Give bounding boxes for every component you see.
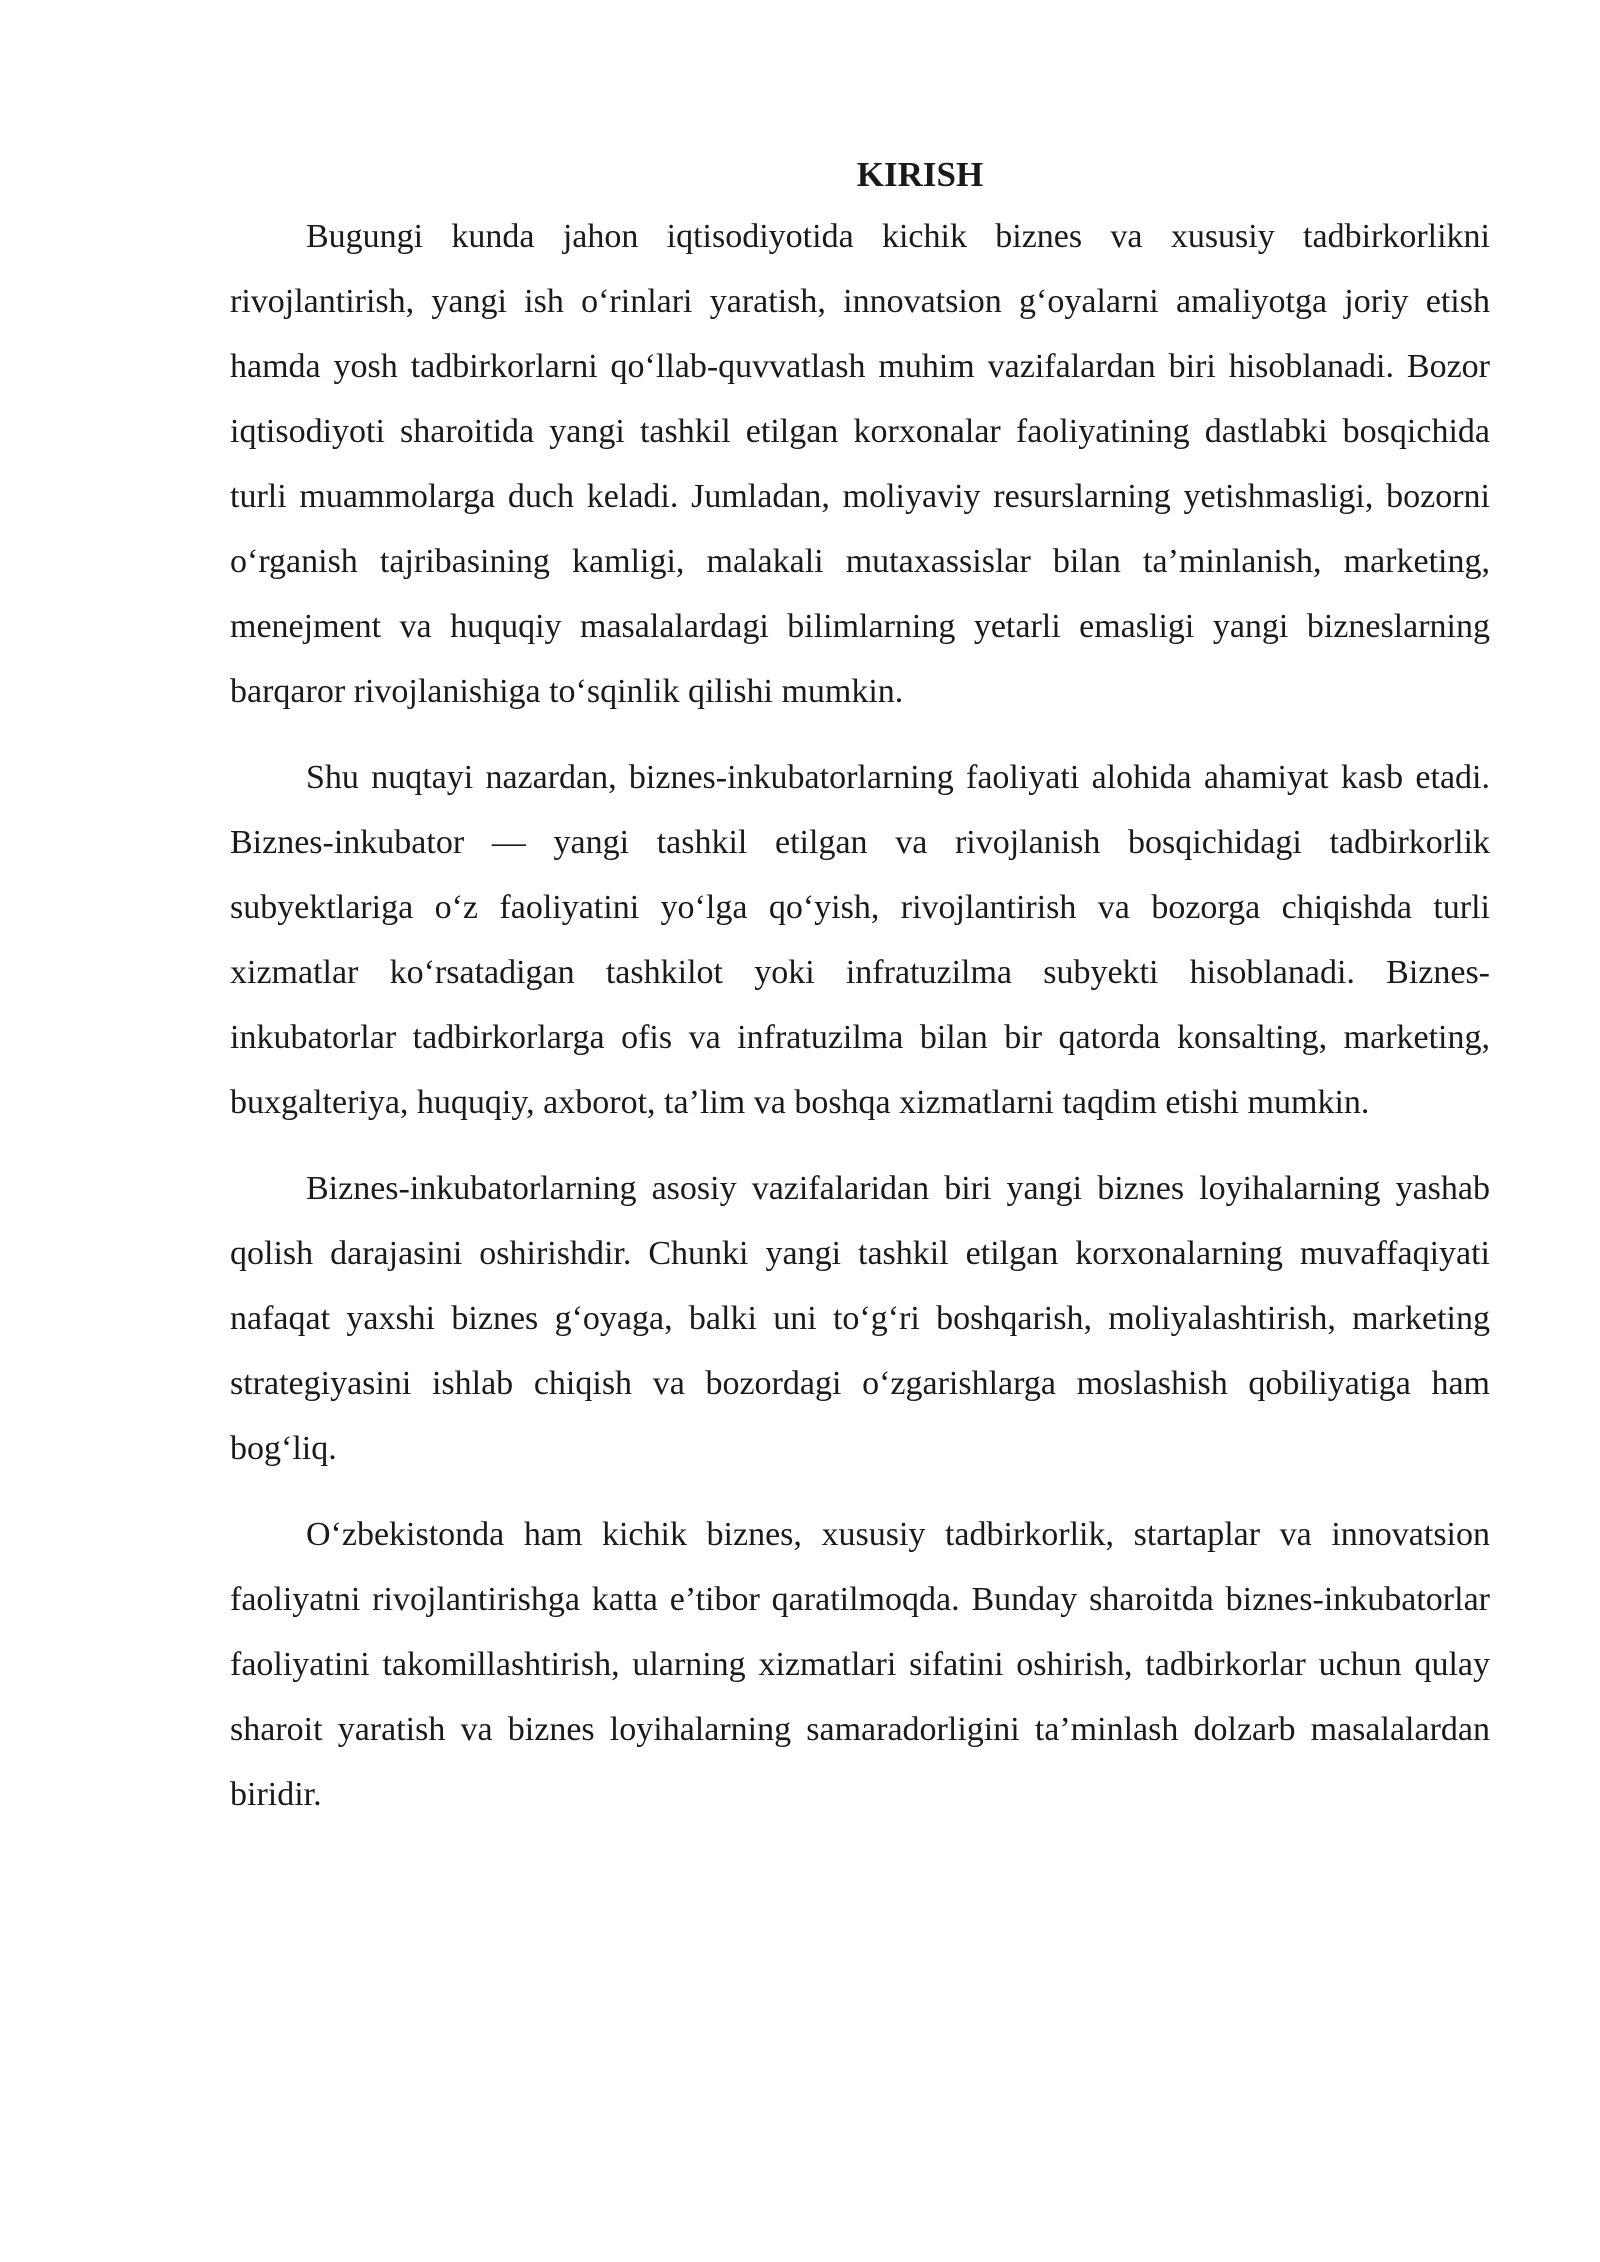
paragraph-incubator-tasks: Biznes-inkubatorlarning asosiy vazifalaridan biri yangi biznes loyihalarning yashab qolish darajasini oshirishdir. Chunki yangi tashkil etilgan korxonalarning muvaffaqiyati nafaqat yaxshi biznes g‘oyaga, balki uni to‘g‘ri boshqarish, moliyalashtirish, marketing strategiyasini ishlab chiqish va bozordagi o‘zgarishlarga moslashish qobiliyatiga ham bog‘liq.	[230, 1170, 1490, 1467]
document-body	[230, 150, 1490, 1848]
paragraph-incubator-definition: Shu nuqtayi nazardan, biznes-inkubatorlarning faoliyati alohida ahamiyat kasb etadi. Biznes-inkubator — yangi tashkil etilgan va rivojlanish bosqichidagi tadbirkorlik subyektlariga o‘z faoliyatini yo‘lga qo‘yish, rivojlantirish va bozorga chiqishda turli xizmatlar ko‘rsatadigan tashkilot yoki infratuzilma subyekti hisoblanadi. Biznes-inkubatorlar tadbirkorlarga ofis va infratuzilma bilan bir qatorda konsalting, marketing, buxgalteriya, huquqiy, axborot, ta’lim va boshqa xizmatlarni taqdim etishi mumkin.	[230, 759, 1490, 1121]
section-heading: KIRISH	[856, 155, 984, 194]
paragraph-uzbekistan: O‘zbekistonda ham kichik biznes, xususiy tadbirkorlik, startaplar va innovatsion faoliyatni rivojlantirishga katta e’tibor qaratilmoqda. Bunday sharoitda biznes-inkubatorlar faoliyatini takomillashtirish, ularning xizmatlari sifatini oshirish, tadbirkorlar uchun qulay sharoit yaratish va biznes loyihalarning samaradorligini ta’minlash dolzarb masalalardan biridir.	[230, 1516, 1490, 1813]
paragraph-intro: Bugungi kunda jahon iqtisodiyotida kichik biznes va xususiy tadbirkorlikni rivojlantirish, yangi ish o‘rinlari yaratish, innovatsion g‘oyalarni amaliyotga joriy etish hamda yosh tadbirkorlarni qo‘llab-quvvatlash muhim vazifalardan biri hisoblanadi. Bozor iqtisodiyoti sharoitida yangi tashkil etilgan korxonalar faoliyatining dastlabki bosqichida turli muammolarga duch keladi. Jumladan, moliyaviy resurslarning yetishmasligi, bozorni o‘rganish tajribasining kamligi, malakali mutaxassislar bilan ta’minlanish, marketing, menejment va huquqiy masalalardagi bilimlarning yetarli emasligi yangi bizneslarning barqaror rivojlanishiga to‘sqinlik qilishi mumkin.	[230, 218, 1490, 710]
